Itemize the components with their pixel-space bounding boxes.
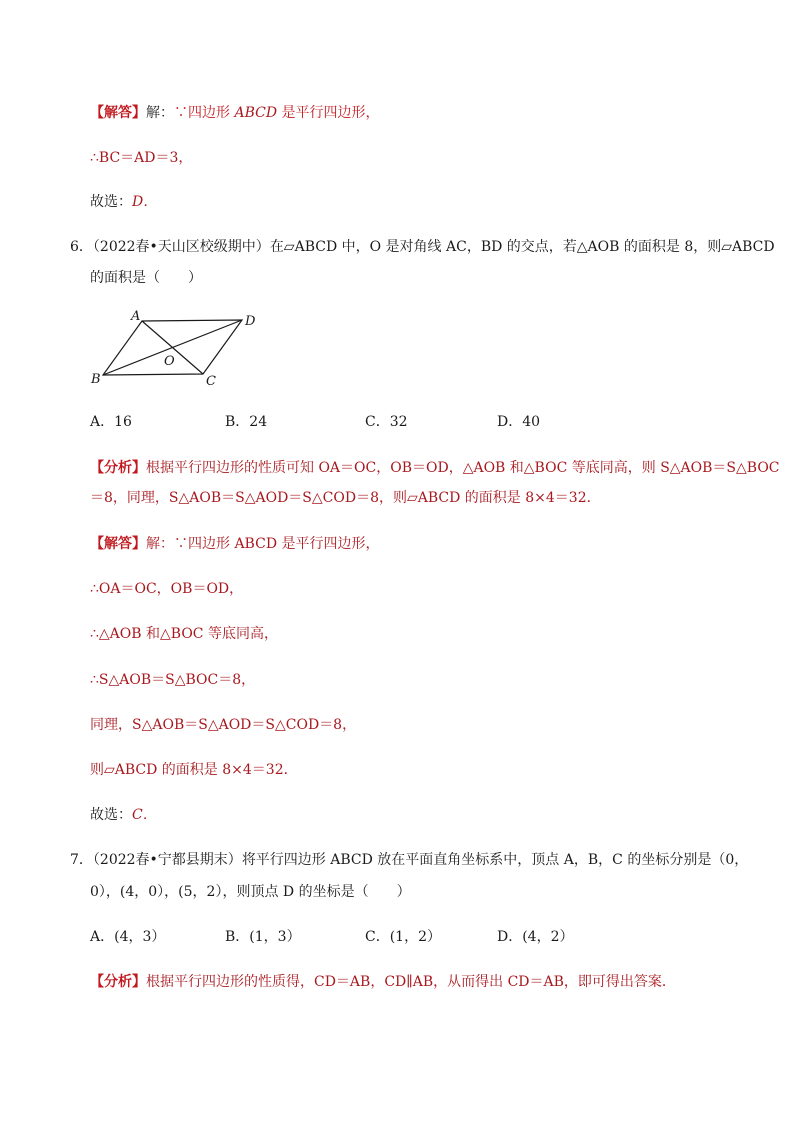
choose-line: 故选：D． — [90, 194, 158, 210]
option-c: C．32 — [365, 414, 408, 430]
question-source: （2022春•天山区校级期中） — [92, 239, 270, 255]
solve-line-3: ∴△AOB 和△BOC 等底同高， — [90, 626, 278, 642]
question-number: 7． — [70, 852, 93, 868]
label-b: B — [91, 372, 101, 387]
question-7-line-2: 0），(4，0），(5，2），则顶点 D 的坐标是（ ） — [90, 884, 411, 900]
option-d: D．(4，2） — [497, 929, 574, 945]
solution-tag: 【解答】 — [90, 105, 146, 121]
option-b: B．(1，3） — [225, 929, 301, 945]
question-7-line-1 — [70, 850, 748, 870]
label-c: C — [206, 374, 216, 389]
question-6-line-2: 的面积是（ ） — [90, 270, 202, 286]
question-source: （2022春•宁都县期末） — [92, 852, 242, 868]
option-d: D．40 — [497, 414, 541, 430]
question-text: 将平行四边形 ABCD 放在平面直角坐标系中，顶点 A，B，C 的坐标分别是（0， — [241, 852, 749, 868]
parallelogram-figure — [85, 305, 265, 395]
solution-line-1: 【解答】解：∵四边形 ABCD 是平行四边形， — [90, 105, 380, 121]
question-number: 6． — [70, 239, 93, 255]
analysis-tag: 【分析】 — [90, 460, 146, 476]
label-d: D — [245, 314, 256, 329]
option-c: C．(1，2） — [365, 929, 441, 945]
label-a: A — [131, 309, 141, 324]
solve-line-6: 则▱ABCD 的面积是 8×4＝32． — [90, 762, 298, 778]
solve-line-5: 同理，S△AOB＝S△AOD＝S△COD＝8， — [90, 717, 357, 733]
analysis-line-2: ＝8，同理，S△AOB＝S△AOD＝S△COD＝8，则▱ABCD 的面积是 8×4＝32． — [90, 490, 601, 506]
solve-line-1: 【解答】解：∵四边形 ABCD 是平行四边形， — [90, 536, 380, 552]
label-o: O — [164, 354, 175, 369]
solve-line-4: ∴S△AOB＝S△BOC＝8， — [90, 672, 256, 688]
option-a: A．(4，3） — [90, 929, 166, 945]
analysis-tag: 【分析】 — [90, 974, 146, 990]
option-b: B．24 — [225, 414, 268, 430]
solve-tag: 【解答】 — [90, 536, 146, 552]
analysis-line-q7: 【分析】根据平行四边形的性质得，CD＝AB，CD∥AB，从而得出 CD＝AB，即可得出答案． — [90, 974, 676, 990]
solve-line-2: ∴OA＝OC，OB＝OD， — [90, 581, 244, 597]
choose-line-q6: 故选：C． — [90, 807, 157, 823]
analysis-line-1: 【分析】根据平行四边形的性质可知 OA＝OC，OB＝OD，△AOB 和△BOC 等底同高，则 S△AOB＝S△BOC — [90, 460, 780, 476]
solution-step: ∴BC＝AD＝3， — [90, 150, 193, 166]
question-6-line-1 — [70, 237, 775, 257]
question-text: 在▱ABCD 中，O 是对角线 AC，BD 的交点，若△AOB 的面积是 8，则▱ABCD — [269, 239, 775, 255]
option-a: A．16 — [90, 414, 132, 430]
